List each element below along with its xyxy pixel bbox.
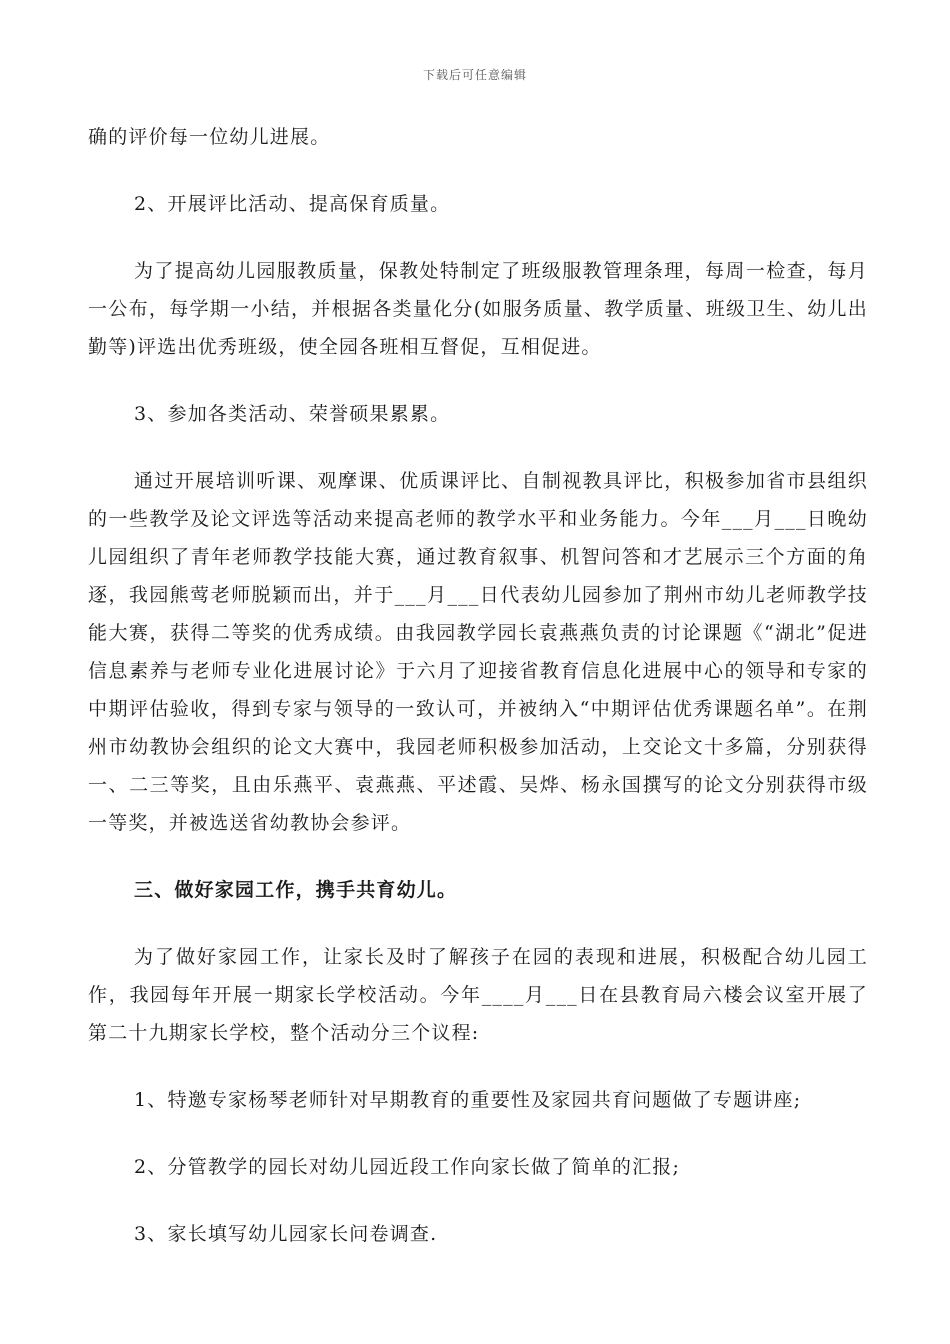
agenda-item-3: 3、家长填写幼儿园家长问卷调查.: [134, 1223, 438, 1245]
section-heading-3: 三、做好家园工作，携手共育幼儿。: [134, 879, 458, 901]
agenda-item-1: 1、特邀专家杨琴老师针对早期教育的重要性及家园共育问题做了专题讲座;: [134, 1089, 802, 1111]
paragraph-evaluation: 为了提高幼儿园服教质量，保教处特制定了班级服教管理条理，每周一检查，每月一公布，每学期一小结，并根据各类量化分(如服务质量、教学质量、班级卫生、幼儿出勤等)评选出优秀班级，使全园各班相互督促，互相促进。: [88, 260, 868, 358]
document-body: [88, 118, 868, 1253]
agenda-item-2: 2、分管教学的园长对幼儿园近段工作向家长做了简单的汇报;: [134, 1156, 681, 1178]
page-header: 下载后可任意编辑: [422, 68, 527, 82]
paragraph-continuation: 确的评价每一位幼儿进展。: [88, 126, 331, 148]
list-item-3: 3、参加各类活动、荣誉硕果累累。: [134, 403, 451, 425]
paragraph-activities: 通过开展培训听课、观摩课、优质课评比、自制视教具评比，积极参加省市县组织的一些教学及论文评选等活动来提高老师的教学水平和业务能力。今年___月___日晚幼儿园组织了青年老师教学技能大赛，通过教育叙事、机智问答和才艺展示三个方面的角逐，我园熊莺老师脱颖而出，并于___月___日代表幼儿园参加了荆州市幼儿老师教学技能大赛，获得二等奖的优秀成绩。由我园教学园长袁燕燕负责的讨论课题《“湖北”促进信息素养与老师专业化进展讨论》于六月了迎接省教育信息化进展中心的领导和专家的中期评估验收，得到专家与领导的一致认可，并被纳入“中期评估优秀课题名单”。在荆州市幼教协会组织的论文大赛中，我园老师积极参加活动，上交论文十多篇，分别获得一、二三等奖，且由乐燕平、袁燕燕、平述霞、吴烨、杨永国撰写的论文分别获得市级一等奖，并被选送省幼教协会参评。: [88, 470, 868, 834]
list-item-2: 2、开展评比活动、提高保育质量。: [134, 193, 451, 215]
paragraph-family-work: 为了做好家园工作，让家长及时了解孩子在园的表现和进展，积极配合幼儿园工作，我园每年开展一期家长学校活动。今年____月___日在县教育局六楼会议室开展了第二十九期家长学校，整个活动分三个议程:: [88, 946, 868, 1044]
